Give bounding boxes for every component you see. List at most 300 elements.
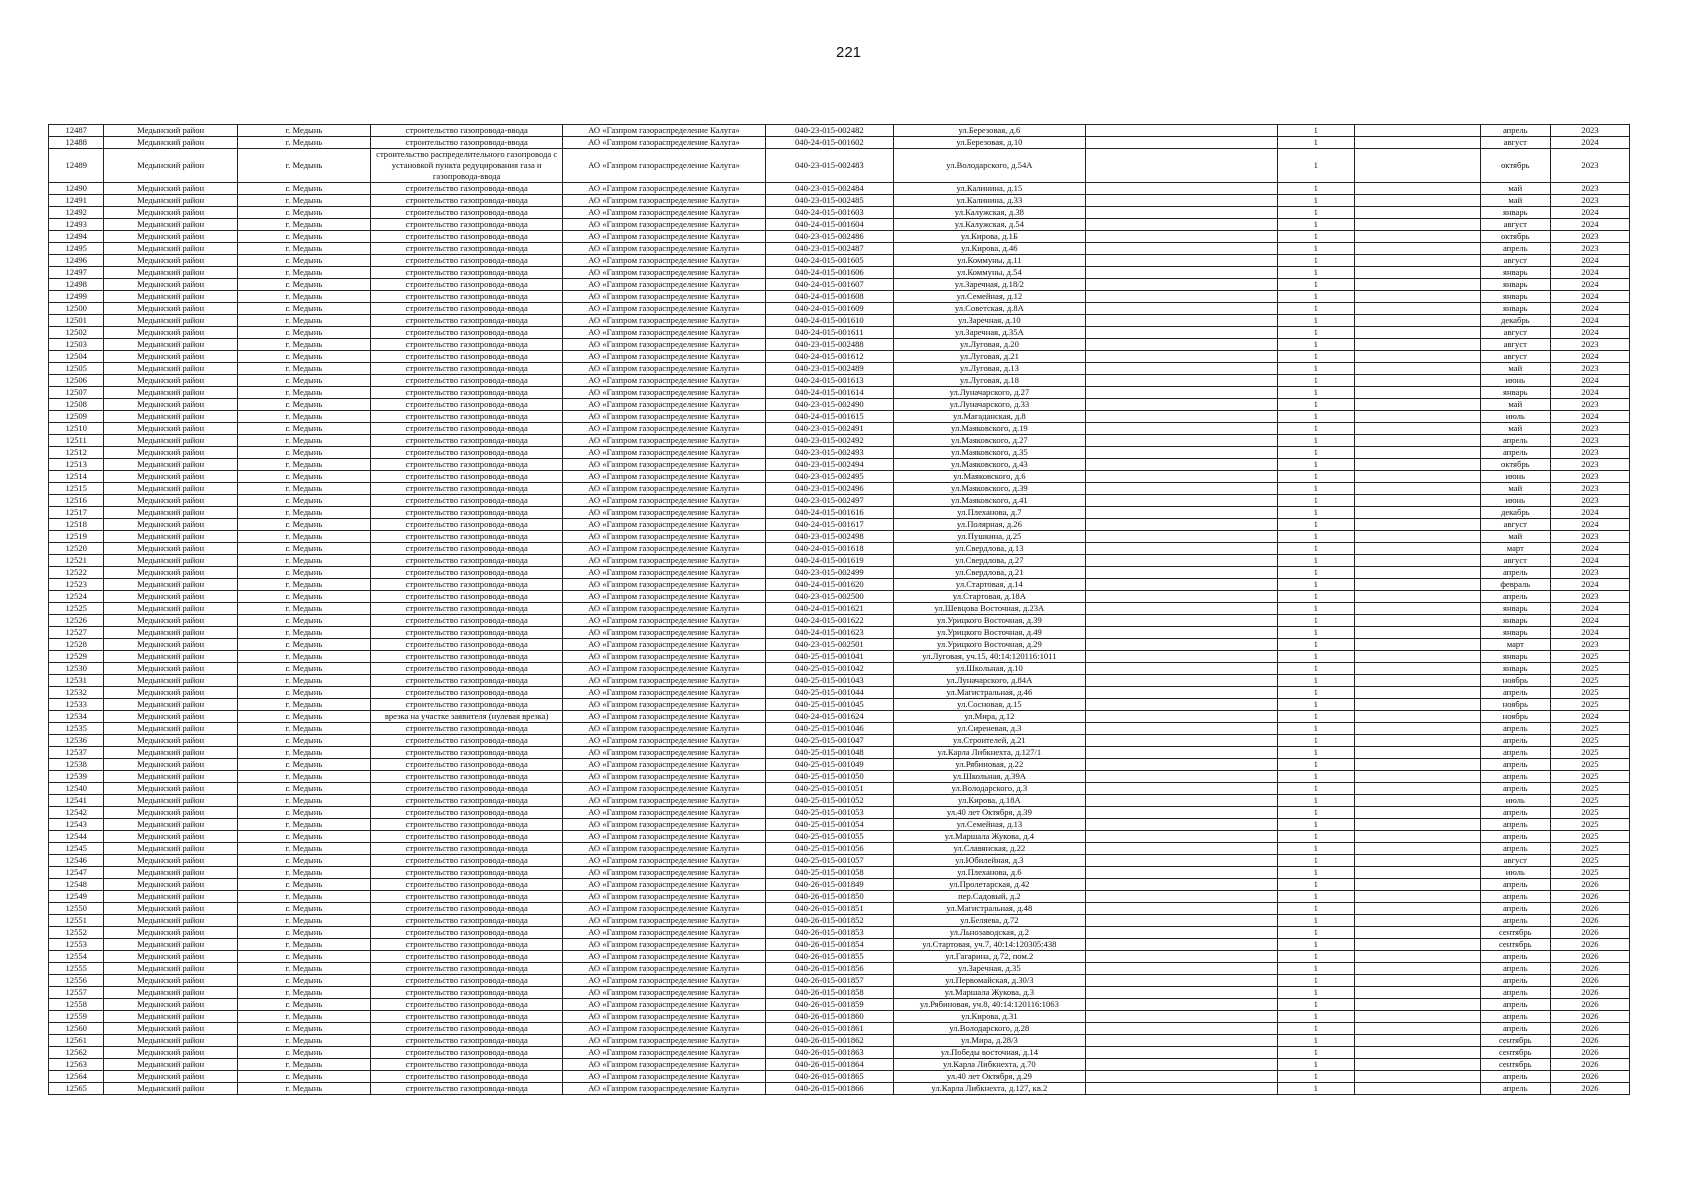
organization-cell: АО «Газпром газораспределение Калуга» xyxy=(563,759,766,771)
empty-cell xyxy=(1085,125,1277,137)
month-cell: апрель xyxy=(1480,747,1550,759)
settlement-cell: г. Медынь xyxy=(237,531,370,543)
year-cell: 2024 xyxy=(1550,579,1629,591)
month-cell: сентябрь xyxy=(1480,1035,1550,1047)
empty-cell xyxy=(1354,1071,1480,1083)
month-cell: июнь xyxy=(1480,495,1550,507)
empty-cell xyxy=(1354,699,1480,711)
empty-cell xyxy=(1085,843,1277,855)
count-cell: 1 xyxy=(1277,183,1354,195)
settlement-cell: г. Медынь xyxy=(237,975,370,987)
month-cell: апрель xyxy=(1480,807,1550,819)
month-cell: апрель xyxy=(1480,1071,1550,1083)
empty-cell xyxy=(1354,1083,1480,1095)
count-cell: 1 xyxy=(1277,507,1354,519)
empty-cell xyxy=(1085,519,1277,531)
row-number-cell: 12561 xyxy=(49,1035,104,1047)
row-number-cell: 12544 xyxy=(49,831,104,843)
work-type-cell: строительство газопровода-ввода xyxy=(371,939,563,951)
settlement-cell: г. Медынь xyxy=(237,495,370,507)
organization-cell: АО «Газпром газораспределение Калуга» xyxy=(563,855,766,867)
table-row xyxy=(49,399,1630,411)
empty-cell xyxy=(1085,267,1277,279)
settlement-cell: г. Медынь xyxy=(237,1071,370,1083)
month-cell: ноябрь xyxy=(1480,675,1550,687)
district-cell: Медынский район xyxy=(104,975,237,987)
organization-cell: АО «Газпром газораспределение Калуга» xyxy=(563,1035,766,1047)
address-cell: ул.Семейная, д.12 xyxy=(893,291,1085,303)
table-row xyxy=(49,183,1630,195)
district-cell: Медынский район xyxy=(104,939,237,951)
organization-cell: АО «Газпром газораспределение Калуга» xyxy=(563,435,766,447)
project-code-cell: 040-26-015-001862 xyxy=(765,1035,893,1047)
work-type-cell: строительство газопровода-ввода xyxy=(371,399,563,411)
address-cell: ул.Кирова, д.31 xyxy=(893,1011,1085,1023)
month-cell: январь xyxy=(1480,651,1550,663)
settlement-cell: г. Медынь xyxy=(237,723,370,735)
organization-cell: АО «Газпром газораспределение Калуга» xyxy=(563,999,766,1011)
row-number-cell: 12506 xyxy=(49,375,104,387)
empty-cell xyxy=(1085,1047,1277,1059)
row-number-cell: 12487 xyxy=(49,125,104,137)
row-number-cell: 12528 xyxy=(49,639,104,651)
district-cell: Медынский район xyxy=(104,183,237,195)
project-code-cell: 040-23-015-002496 xyxy=(765,483,893,495)
project-code-cell: 040-23-015-002482 xyxy=(765,125,893,137)
empty-cell xyxy=(1354,267,1480,279)
address-cell: ул.Победы восточная, д.14 xyxy=(893,1047,1085,1059)
row-number-cell: 12505 xyxy=(49,363,104,375)
table-row xyxy=(49,747,1630,759)
empty-cell xyxy=(1085,687,1277,699)
address-cell: ул.Свердлова, д.13 xyxy=(893,543,1085,555)
settlement-cell: г. Медынь xyxy=(237,879,370,891)
district-cell: Медынский район xyxy=(104,411,237,423)
district-cell: Медынский район xyxy=(104,879,237,891)
month-cell: апрель xyxy=(1480,435,1550,447)
organization-cell: АО «Газпром газораспределение Калуга» xyxy=(563,483,766,495)
settlement-cell: г. Медынь xyxy=(237,447,370,459)
project-code-cell: 040-26-015-001865 xyxy=(765,1071,893,1083)
row-number-cell: 12498 xyxy=(49,279,104,291)
empty-cell xyxy=(1354,783,1480,795)
settlement-cell: г. Медынь xyxy=(237,137,370,149)
month-cell: сентябрь xyxy=(1480,927,1550,939)
month-cell: апрель xyxy=(1480,819,1550,831)
project-code-cell: 040-23-015-002493 xyxy=(765,447,893,459)
settlement-cell: г. Медынь xyxy=(237,831,370,843)
work-type-cell: строительство газопровода-ввода xyxy=(371,459,563,471)
project-code-cell: 040-26-015-001850 xyxy=(765,891,893,903)
district-cell: Медынский район xyxy=(104,819,237,831)
work-type-cell: строительство газопровода-ввода xyxy=(371,639,563,651)
district-cell: Медынский район xyxy=(104,291,237,303)
address-cell: ул.Славянская, д.22 xyxy=(893,843,1085,855)
month-cell: май xyxy=(1480,483,1550,495)
count-cell: 1 xyxy=(1277,1059,1354,1071)
address-cell: ул.Маяковского, д.6 xyxy=(893,471,1085,483)
count-cell: 1 xyxy=(1277,711,1354,723)
row-number-cell: 12558 xyxy=(49,999,104,1011)
count-cell: 1 xyxy=(1277,615,1354,627)
empty-cell xyxy=(1354,303,1480,315)
empty-cell xyxy=(1354,231,1480,243)
count-cell: 1 xyxy=(1277,723,1354,735)
month-cell: ноябрь xyxy=(1480,699,1550,711)
month-cell: январь xyxy=(1480,291,1550,303)
empty-cell xyxy=(1354,351,1480,363)
district-cell: Медынский район xyxy=(104,915,237,927)
district-cell: Медынский район xyxy=(104,459,237,471)
empty-cell xyxy=(1354,939,1480,951)
year-cell: 2024 xyxy=(1550,315,1629,327)
project-code-cell: 040-24-015-001608 xyxy=(765,291,893,303)
empty-cell xyxy=(1354,1023,1480,1035)
empty-cell xyxy=(1085,663,1277,675)
table-row xyxy=(49,483,1630,495)
organization-cell: АО «Газпром газораспределение Калуга» xyxy=(563,699,766,711)
row-number-cell: 12556 xyxy=(49,975,104,987)
row-number-cell: 12496 xyxy=(49,255,104,267)
table-row xyxy=(49,591,1630,603)
month-cell: июнь xyxy=(1480,471,1550,483)
table-row xyxy=(49,603,1630,615)
work-type-cell: строительство газопровода-ввода xyxy=(371,375,563,387)
address-cell: пер.Садовый, д.2 xyxy=(893,891,1085,903)
district-cell: Медынский район xyxy=(104,495,237,507)
project-code-cell: 040-26-015-001853 xyxy=(765,927,893,939)
empty-cell xyxy=(1085,735,1277,747)
empty-cell xyxy=(1085,149,1277,183)
row-number-cell: 12555 xyxy=(49,963,104,975)
settlement-cell: г. Медынь xyxy=(237,567,370,579)
year-cell: 2024 xyxy=(1550,327,1629,339)
empty-cell xyxy=(1354,891,1480,903)
project-code-cell: 040-26-015-001859 xyxy=(765,999,893,1011)
empty-cell xyxy=(1354,219,1480,231)
district-cell: Медынский район xyxy=(104,951,237,963)
month-cell: апрель xyxy=(1480,759,1550,771)
row-number-cell: 12542 xyxy=(49,807,104,819)
organization-cell: АО «Газпром газораспределение Калуга» xyxy=(563,195,766,207)
count-cell: 1 xyxy=(1277,1023,1354,1035)
work-type-cell: строительство газопровода-ввода xyxy=(371,137,563,149)
empty-cell xyxy=(1085,255,1277,267)
year-cell: 2023 xyxy=(1550,435,1629,447)
work-type-cell: строительство газопровода-ввода xyxy=(371,351,563,363)
year-cell: 2024 xyxy=(1550,279,1629,291)
settlement-cell: г. Медынь xyxy=(237,891,370,903)
year-cell: 2024 xyxy=(1550,519,1629,531)
organization-cell: АО «Газпром газораспределение Калуга» xyxy=(563,603,766,615)
settlement-cell: г. Медынь xyxy=(237,363,370,375)
district-cell: Медынский район xyxy=(104,507,237,519)
month-cell: июль xyxy=(1480,795,1550,807)
settlement-cell: г. Медынь xyxy=(237,711,370,723)
table-row xyxy=(49,819,1630,831)
month-cell: январь xyxy=(1480,663,1550,675)
row-number-cell: 12497 xyxy=(49,267,104,279)
project-code-cell: 040-25-015-001057 xyxy=(765,855,893,867)
address-cell: ул.Школьная, д.39А xyxy=(893,771,1085,783)
settlement-cell: г. Медынь xyxy=(237,435,370,447)
organization-cell: АО «Газпром газораспределение Калуга» xyxy=(563,879,766,891)
project-code-cell: 040-23-015-002490 xyxy=(765,399,893,411)
district-cell: Медынский район xyxy=(104,219,237,231)
work-type-cell: строительство газопровода-ввода xyxy=(371,315,563,327)
empty-cell xyxy=(1085,783,1277,795)
settlement-cell: г. Медынь xyxy=(237,795,370,807)
year-cell: 2024 xyxy=(1550,267,1629,279)
count-cell: 1 xyxy=(1277,999,1354,1011)
empty-cell xyxy=(1354,867,1480,879)
address-cell: ул.Свердлова, д.21 xyxy=(893,567,1085,579)
organization-cell: АО «Газпром газораспределение Калуга» xyxy=(563,1071,766,1083)
count-cell: 1 xyxy=(1277,627,1354,639)
project-code-cell: 040-24-015-001605 xyxy=(765,255,893,267)
district-cell: Медынский район xyxy=(104,891,237,903)
count-cell: 1 xyxy=(1277,783,1354,795)
row-number-cell: 12491 xyxy=(49,195,104,207)
organization-cell: АО «Газпром газораспределение Калуга» xyxy=(563,315,766,327)
count-cell: 1 xyxy=(1277,1047,1354,1059)
month-cell: апрель xyxy=(1480,879,1550,891)
row-number-cell: 12492 xyxy=(49,207,104,219)
empty-cell xyxy=(1085,615,1277,627)
address-cell: ул.Сиреневая, д.3 xyxy=(893,723,1085,735)
year-cell: 2026 xyxy=(1550,915,1629,927)
row-number-cell: 12541 xyxy=(49,795,104,807)
settlement-cell: г. Медынь xyxy=(237,819,370,831)
work-type-cell: строительство газопровода-ввода xyxy=(371,1011,563,1023)
settlement-cell: г. Медынь xyxy=(237,351,370,363)
organization-cell: АО «Газпром газораспределение Калуга» xyxy=(563,843,766,855)
empty-cell xyxy=(1354,627,1480,639)
empty-cell xyxy=(1085,915,1277,927)
year-cell: 2025 xyxy=(1550,831,1629,843)
address-cell: ул.Луговая, уч.15, 40:14:120116:1011 xyxy=(893,651,1085,663)
count-cell: 1 xyxy=(1277,855,1354,867)
work-type-cell: строительство газопровода-ввода xyxy=(371,879,563,891)
row-number-cell: 12535 xyxy=(49,723,104,735)
count-cell: 1 xyxy=(1277,795,1354,807)
district-cell: Медынский район xyxy=(104,1023,237,1035)
district-cell: Медынский район xyxy=(104,927,237,939)
count-cell: 1 xyxy=(1277,819,1354,831)
empty-cell xyxy=(1085,579,1277,591)
project-code-cell: 040-26-015-001863 xyxy=(765,1047,893,1059)
organization-cell: АО «Газпром газораспределение Калуга» xyxy=(563,495,766,507)
table-row xyxy=(49,687,1630,699)
empty-cell xyxy=(1354,483,1480,495)
work-type-cell: строительство газопровода-ввода xyxy=(371,819,563,831)
count-cell: 1 xyxy=(1277,447,1354,459)
project-code-cell: 040-25-015-001052 xyxy=(765,795,893,807)
settlement-cell: г. Медынь xyxy=(237,1023,370,1035)
empty-cell xyxy=(1354,1011,1480,1023)
empty-cell xyxy=(1354,927,1480,939)
settlement-cell: г. Медынь xyxy=(237,267,370,279)
work-type-cell: строительство газопровода-ввода xyxy=(371,603,563,615)
settlement-cell: г. Медынь xyxy=(237,519,370,531)
settlement-cell: г. Медынь xyxy=(237,315,370,327)
empty-cell xyxy=(1354,567,1480,579)
month-cell: май xyxy=(1480,183,1550,195)
empty-cell xyxy=(1085,999,1277,1011)
month-cell: январь xyxy=(1480,603,1550,615)
address-cell: ул.Карла Либкнехта, д.70 xyxy=(893,1059,1085,1071)
row-number-cell: 12516 xyxy=(49,495,104,507)
row-number-cell: 12534 xyxy=(49,711,104,723)
empty-cell xyxy=(1085,339,1277,351)
table-row xyxy=(49,327,1630,339)
organization-cell: АО «Газпром газораспределение Калуга» xyxy=(563,291,766,303)
row-number-cell: 12565 xyxy=(49,1083,104,1095)
empty-cell xyxy=(1354,831,1480,843)
address-cell: ул.Маяковского, д.43 xyxy=(893,459,1085,471)
year-cell: 2025 xyxy=(1550,663,1629,675)
empty-cell xyxy=(1085,627,1277,639)
row-number-cell: 12519 xyxy=(49,531,104,543)
work-type-cell: строительство газопровода-ввода xyxy=(371,231,563,243)
year-cell: 2025 xyxy=(1550,855,1629,867)
empty-cell xyxy=(1085,699,1277,711)
organization-cell: АО «Газпром газораспределение Калуга» xyxy=(563,375,766,387)
table-row xyxy=(49,495,1630,507)
district-cell: Медынский район xyxy=(104,471,237,483)
empty-cell xyxy=(1354,411,1480,423)
count-cell: 1 xyxy=(1277,531,1354,543)
district-cell: Медынский район xyxy=(104,723,237,735)
project-code-cell: 040-26-015-001851 xyxy=(765,903,893,915)
empty-cell xyxy=(1354,183,1480,195)
table-row xyxy=(49,1059,1630,1071)
organization-cell: АО «Газпром газораспределение Калуга» xyxy=(563,531,766,543)
row-number-cell: 12564 xyxy=(49,1071,104,1083)
count-cell: 1 xyxy=(1277,891,1354,903)
project-code-cell: 040-24-015-001618 xyxy=(765,543,893,555)
settlement-cell: г. Медынь xyxy=(237,303,370,315)
work-type-cell: строительство газопровода-ввода xyxy=(371,843,563,855)
count-cell: 1 xyxy=(1277,255,1354,267)
row-number-cell: 12520 xyxy=(49,543,104,555)
month-cell: май xyxy=(1480,363,1550,375)
table-row xyxy=(49,459,1630,471)
table-row xyxy=(49,315,1630,327)
address-cell: ул.Маршала Жукова, д.4 xyxy=(893,831,1085,843)
empty-cell xyxy=(1354,999,1480,1011)
district-cell: Медынский район xyxy=(104,255,237,267)
organization-cell: АО «Газпром газораспределение Калуга» xyxy=(563,351,766,363)
table-row xyxy=(49,903,1630,915)
count-cell: 1 xyxy=(1277,315,1354,327)
empty-cell xyxy=(1085,987,1277,999)
table-row xyxy=(49,195,1630,207)
district-cell: Медынский район xyxy=(104,759,237,771)
empty-cell xyxy=(1085,543,1277,555)
settlement-cell: г. Медынь xyxy=(237,747,370,759)
row-number-cell: 12549 xyxy=(49,891,104,903)
row-number-cell: 12508 xyxy=(49,399,104,411)
count-cell: 1 xyxy=(1277,435,1354,447)
work-type-cell: строительство газопровода-ввода xyxy=(371,255,563,267)
month-cell: январь xyxy=(1480,387,1550,399)
empty-cell xyxy=(1354,1059,1480,1071)
month-cell: январь xyxy=(1480,207,1550,219)
year-cell: 2025 xyxy=(1550,687,1629,699)
project-code-cell: 040-24-015-001611 xyxy=(765,327,893,339)
month-cell: апрель xyxy=(1480,1011,1550,1023)
year-cell: 2024 xyxy=(1550,351,1629,363)
empty-cell xyxy=(1354,603,1480,615)
count-cell: 1 xyxy=(1277,1071,1354,1083)
organization-cell: АО «Газпром газораспределение Калуга» xyxy=(563,591,766,603)
work-type-cell: строительство газопровода-ввода xyxy=(371,675,563,687)
empty-cell xyxy=(1085,651,1277,663)
address-cell: ул.Кирова, д.18А xyxy=(893,795,1085,807)
project-code-cell: 040-24-015-001612 xyxy=(765,351,893,363)
district-cell: Медынский район xyxy=(104,447,237,459)
year-cell: 2026 xyxy=(1550,1083,1629,1095)
month-cell: март xyxy=(1480,543,1550,555)
project-code-cell: 040-26-015-001858 xyxy=(765,987,893,999)
organization-cell: АО «Газпром газораспределение Калуга» xyxy=(563,1011,766,1023)
district-cell: Медынский район xyxy=(104,627,237,639)
district-cell: Медынский район xyxy=(104,963,237,975)
settlement-cell: г. Медынь xyxy=(237,627,370,639)
count-cell: 1 xyxy=(1277,339,1354,351)
project-code-cell: 040-24-015-001621 xyxy=(765,603,893,615)
project-code-cell: 040-25-015-001050 xyxy=(765,771,893,783)
settlement-cell: г. Медынь xyxy=(237,999,370,1011)
row-number-cell: 12548 xyxy=(49,879,104,891)
count-cell: 1 xyxy=(1277,903,1354,915)
district-cell: Медынский район xyxy=(104,195,237,207)
project-code-cell: 040-24-015-001624 xyxy=(765,711,893,723)
count-cell: 1 xyxy=(1277,747,1354,759)
empty-cell xyxy=(1354,747,1480,759)
count-cell: 1 xyxy=(1277,651,1354,663)
year-cell: 2023 xyxy=(1550,195,1629,207)
project-code-cell: 040-23-015-002495 xyxy=(765,471,893,483)
row-number-cell: 12511 xyxy=(49,435,104,447)
address-cell: ул.Маяковского, д.41 xyxy=(893,495,1085,507)
table-row xyxy=(49,759,1630,771)
month-cell: декабрь xyxy=(1480,507,1550,519)
year-cell: 2024 xyxy=(1550,627,1629,639)
empty-cell xyxy=(1354,651,1480,663)
empty-cell xyxy=(1085,219,1277,231)
empty-cell xyxy=(1085,351,1277,363)
year-cell: 2024 xyxy=(1550,291,1629,303)
district-cell: Медынский район xyxy=(104,231,237,243)
count-cell: 1 xyxy=(1277,555,1354,567)
work-type-cell: строительство газопровода-ввода xyxy=(371,1083,563,1095)
organization-cell: АО «Газпром газораспределение Калуга» xyxy=(563,627,766,639)
month-cell: апрель xyxy=(1480,567,1550,579)
count-cell: 1 xyxy=(1277,267,1354,279)
district-cell: Медынский район xyxy=(104,207,237,219)
month-cell: сентябрь xyxy=(1480,1059,1550,1071)
month-cell: август xyxy=(1480,351,1550,363)
table-row xyxy=(49,735,1630,747)
year-cell: 2024 xyxy=(1550,411,1629,423)
organization-cell: АО «Газпром газораспределение Калуга» xyxy=(563,567,766,579)
month-cell: январь xyxy=(1480,615,1550,627)
district-cell: Медынский район xyxy=(104,1035,237,1047)
count-cell: 1 xyxy=(1277,411,1354,423)
address-cell: ул.Магаданская, д.8 xyxy=(893,411,1085,423)
